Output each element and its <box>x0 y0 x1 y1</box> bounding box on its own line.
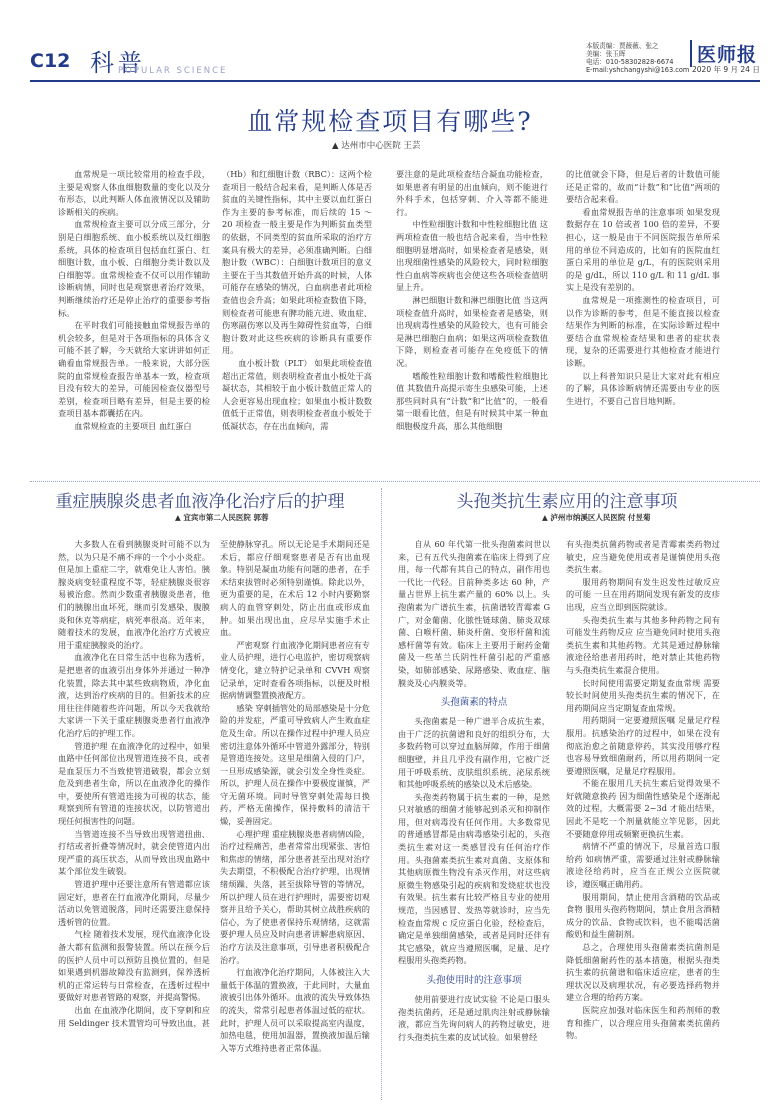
paragraph: 心理护理 重症胰腺炎患者病情凶险，治疗过程痛苦，患者常常出现紧张、害怕和焦虑的情绪，部分患者甚至出现对治疗失去期望，不积极配合治疗护理，出现情绪烦躁、失落，甚至拔除导管的等情况，所以护理人员在进行护理时，需要密切观察并且给予关心，帮助其树立战胜疾病的信心，为了使患者保持乐观情绪，这就需要护理人员应及时向患者讲解患病原因、治疗方法及注意事项，引导患者积极配合治疗。 <box>220 828 370 965</box>
left-article-column-1 <box>58 538 210 1108</box>
editor-line: 电话：010-58302828-6674 <box>586 58 674 66</box>
paragraph: 头孢菌素是一种广谱半合成抗生素，由于广泛的抗菌谱和良好的组织分布，大多数药物可以穿过血脑屏障，作用于细菌细胞壁，并且几乎没有副作用，它被广泛用于呼吸系统、皮肤组织系统、泌尿系统和其他呼吸系统的感染以及术后感染。 <box>398 716 550 790</box>
left-article-column-2 <box>220 538 370 1108</box>
paragraph: 不能在服用几天抗生素后觉得效果不好就随意换药 因为细菌性感染是个逐渐起效的过程，大概需要 2~3d 才能出结果，因此不是吃一个剂量就能立竿见影，因此不要随意停用或频繁更换抗生素。 <box>566 778 720 839</box>
paragraph: 服用期间，禁止使用含酒精的饮品或食物 服用头孢药物期间，禁止食用含酒精成分的饮品、食物或饮料，也不能喝活菌酸奶和益生菌制剂。 <box>566 891 720 940</box>
column-divider <box>381 488 382 1100</box>
subheading: 头孢使用时的注意事项 <box>426 975 522 986</box>
editor-info <box>586 42 689 74</box>
masthead <box>30 38 760 78</box>
paragraph: 管道护理 在血液净化的过程中，如果血路中任何部位出现管道连接不良，或者是血泵压力不当致使管道破裂，都会立刻危及到患者生命，所以在血液净化的操作中，要使所有管道连接为可视的状态，能观察到所有管道的连接状况，以防管道出现任何损害性的问题。 <box>58 740 210 827</box>
left-article-author: ▲ 宜宾市第二人民医院 郭蓉 <box>175 513 269 522</box>
paragraph: 的比值就会下降，但是后者的计数值可能还是正常的，故而“计数”和“比值”两项的要结合起来看。 <box>566 169 720 205</box>
paragraph: 血常规检查的主要项目 血红蛋白 <box>74 420 192 431</box>
paragraph: 大多数人在看到胰腺炎时可能不以为然，以为只是不痛不痒的一个小小炎症。但是加上重症二字，就难免让人害怕。胰腺炎病变轻重程度不等，轻症胰腺炎很容易被治愈。然而少数重者胰腺炎患者，他们的胰腺出血坏死，继而引发感染、腹膜炎和休克等病症，病死率很高。近年来，随着技术的发展，血液净化治疗方式被应用于重症胰腺炎的治疗。 <box>58 539 210 650</box>
paragraph: 自从 60 年代第一批头孢菌素问世以来，已有五代头孢菌素在临床上得到了应用，每一代都有其自己的特点，副作用也一代比一代轻。目前种类多达 60 种，产量占世界上抗生素产量的 60% 以上。头孢菌素为广谱抗生素，抗菌谱较青霉素 G 广，对金葡菌、化脓性链球菌、肺炎双球菌、白喉杆菌、肺炎杆菌、变形杆菌和流感杆菌等有效。临床上主要用于耐药金葡菌及一些革兰氏阴性杆菌引起的严重感染，如肺部感染、尿路感染、败血症、脑膜炎及心内膜炎等。 <box>398 539 550 688</box>
newspaper-logo: 医师报 <box>690 40 757 67</box>
paragraph: 当管道连接不当导致出现管道扭曲、打结或者折叠等情况时，就会使管道内出现严重的高压状态，从而导致出现血路中某个部位发生破裂。 <box>58 828 210 877</box>
page-number: C12 <box>30 50 71 72</box>
paragraph: 出血 在血液净化期间，皮下穿刺和应用 Seldinger 技术置管均可导致出血，甚 <box>58 1004 210 1028</box>
paragraph: 血常规检查主要可以分成三部分，分别是白细胞系统、血小板系统以及红细胞系统，具体的检查项目包括血红蛋白、红细胞计数，血小板、白细胞分类计数以及白细胞等。血常规检查不仅可以用作辅助诊断病情，同时也是观察患者治疗效果，判断继续治疗还是停止治疗的重要参考指标。 <box>58 219 210 318</box>
paragraph: 医院应加强对临床医生和药剂师的教育和推广，以合理应用头孢菌素类抗菌药物。 <box>566 1004 720 1041</box>
issue-date: 2020 年 9 月 24 日 <box>692 65 760 74</box>
right-article-column-2 <box>566 538 720 1108</box>
paragraph: 以上科普知识只是让大家对此有相应的了解，具体诊断病情还需要由专业的医生进行，不要自己盲目地判断。 <box>566 370 720 406</box>
paragraph: 服用药物期间有发生迟发性过敏反应的可能 一旦在用药期间发现有新发的皮疹出现，应当立即到医院就诊。 <box>566 576 720 612</box>
paragraph: 血小板计数（PLT） 如果此项检查值超出正常值，则表明检查者血小板处于高凝状态，其相较于血小板计数值正常人的人会更容易出现血栓；如果血小板计数数值低于正常值，则表明检查者血小板处于低凝状态，存在出血倾向，需 <box>222 357 372 431</box>
main-article-title: 血常规检查项目有哪些? <box>247 107 533 136</box>
paragraph: 气栓 随着技术发展，现代血液净化设备大都有监测和报警装置。所以在预今后的医护人员中可以预防且换位置的，但是如果遇到机器故障没有监测到，保养透析机的正常运转与日常检查，在透析过程中要做好对患者管路的观察，并提高警惕。 <box>58 929 210 1003</box>
main-article-column-4 <box>566 168 720 470</box>
paragraph: 看血常规报告单的注意事项 如果发现数据存在 10 倍或者 100 倍的差异，不要担心，这一般是由于不同医院报告单所采用的单位不同造成的，比如有的医院血红蛋白采用的单位是 g/L，有的医院则采用的是 g/dL，所以 110 g/L 和 11 g/dL 事实上是没有差别的。 <box>566 206 720 293</box>
paragraph: 行血液净化治疗期间，人体被注入大量低于体温的置换液，于此同时，大量血液被引出体外循环。血液的流失导致体热的流失，常常引起患者体温过低的症状。此时，护理人员可以采取提高室内温度，加热电毯，使用加温器，置换液加温后输入等方式维持患者正常体温。 <box>220 967 370 1053</box>
paragraph: 感染 穿刺插管处的局部感染是十分危险的并发症，严重可导致病人产生败血症危及生命。所以在操作过程中护理人员应密切注意体外循环中管道外露部分，特别是管道连接处。这里是细菌入侵的门户，一旦形成感染源，就会引发全身性炎症。所以，护理人员在操作中要极度谨慎，严守无菌环境。同时导管穿刺处需每日换药，严格无菌操作，保持敷料的清洁干燥，妥善固定。 <box>220 702 370 827</box>
paragraph: 中性粒细胞计数和中性粒细胞比值 这两项检查值一般也结合起来看，当中性粒细胞明显增高时，如果检查者是感染，则出现细菌性感染的风险较大，同时粒细胞性白血病等疾病也会使这些各项检查值明显上升。 <box>396 219 548 293</box>
paragraph: 血常规是一项比较常用的检查手段，主要是观察人体血细胞数量的变化以及分布形态，以此判断人体血液情况以及辅助诊断相关的疾病。 <box>58 169 210 217</box>
paragraph: 用药期间一定要遵照医嘱 足量足疗程服用。抗感染治疗的过程中，如果在没有彻底治愈之前随意停药，其实没用够疗程也容易导致细菌耐药，所以用药期间一定要遵照医嘱，足量足疗程服用。 <box>566 715 720 776</box>
paragraph: 至使静脉穿孔。所以无论是手术期间还是术后，都应仔细观察患者是否有出血现象。特别是凝血功能有问题的患者，在手术结束拔管时必须特别谨慎。除此以外，更为重要的是，在术后 12 小时内要勤察病人的血管穿刺处，防止出血或形成血肿。如果出现出血，应尽早实施手术止血。 <box>220 539 370 638</box>
editor-line: E-mail:yshchangyshi@163.com <box>586 66 690 74</box>
paragraph: 管道护理中还要注意所有管道都应该固定好，患者在行血液净化期间，尽量少活动以免管道脱落，同时还需要注意保持透析管的位置。 <box>58 879 210 927</box>
header-rule <box>30 80 760 82</box>
paragraph: 血常规是一项推测性的检查项目，可以作为诊断的参考，但是不能直接以检查结果作为判断的标准，在实际诊断过程中要结合血常规检查结果和患者的症状表现，复杂的还需要进行其他检查才能进行诊断。 <box>566 294 720 368</box>
section-title: 科普 <box>90 49 146 77</box>
paragraph: 病情不严重的情况下，尽量首选口服给药 如病情严重，需要通过注射或静脉输液途径给药时，应当在正规公立医院就诊，遵医嘱正确用药。 <box>566 841 720 890</box>
subheading: 头孢菌素的特点 <box>440 697 508 709</box>
editor-line: 本版责编：贾薇薇、张之 <box>586 42 659 50</box>
right-article-author: ▲ 泸州市纳溪区人民医院 付昱菊 <box>542 513 651 522</box>
paragraph: 嗜酸性粒细胞计数和嗜酸性粒细胞比值 其数值升高提示寄生虫感染可能，上述那些同时具有“计数”和“比值”的，一般看第一眼看比值，但是有时候其中某一种血细胞极度升高，那么其他细胞 <box>396 370 548 431</box>
paragraph: 使用前要进行皮试实验 不论是口服头孢类抗菌药，还是通过肌肉注射或静脉输液，都应当先询问病人的药物过敏史，进行头孢类抗生素的皮试试验。如果曾经 <box>398 994 550 1042</box>
right-article-column-1 <box>398 538 550 1108</box>
paragraph: 在平时我们可能接触血常规报告单的机会较多，但是对于各项指标的具体含义可能不甚了解，今天就给大家讲讲如何正确看血常规报告单。一般来说，大部分医院的血常规检查报告单基本一致，检查项目没有较大的差异，可能因检查仪器型号差别，检查项目略有差异，但是主要的检查项目基本都囊括在内。 <box>58 320 210 419</box>
paragraph: 严密观察 行血液净化期间患者应有专业人员护理，进行心电监护，密切观察病情变化，建立特护记录单和 CVVH 观察记录单，定时查看各项指标，以便及时根据病情调整置换液配方。 <box>220 639 370 701</box>
paragraph: 有头孢类抗菌药物或者是青霉素类药物过敏史，应当避免使用或者是谨慎使用头孢类抗生素。 <box>566 539 720 575</box>
section-subtitle: POPULAR SCIENCE <box>118 66 228 76</box>
left-article-title: 重症胰腺炎患者血液净化治疗后的护理 <box>55 492 345 512</box>
paragraph: （Hb）和红细胞计数（RBC）：这两个检查项目一般结合起来看，是判断人体是否贫血的关键性指标，其中主要以血红蛋白作为主要的参考标准，而后续的 15 ～ 20 项检查一般主要是作为判断贫血类型的依据，不同类型的贫血所采取的治疗方案具有极大的差异，必须准确判断。白细胞计数（WBC）：白细胞计数项目的意义主要在于当其数值开始升高的时候，人体可能存在感染的情况，白血病患者此项检查值也会升高；如果此项检查数值下降，则检查者可能患有脾功能亢进、败血症、伤寒副伤寒以及再生障碍性贫血等，白细胞计数对此这些疾病的诊断具有重要作用。 <box>222 169 372 356</box>
paragraph: 淋巴细胞计数和淋巴细胞比值 当这两项检查值升高时，如果检查者是感染，则出现病毒性感染的风险较大，也有可能会是淋巴细胞白血病；如果这两项检查数值下降，则检查者可能存在免疫低下的情况。 <box>396 294 548 368</box>
section-divider <box>30 481 760 482</box>
right-article-title: 头孢类抗生素应用的注意事项 <box>456 492 678 512</box>
paragraph: 总之，合理使用头孢菌素类抗菌剂是降低细菌耐药性的基本措施，根据头孢类抗生素的抗菌谱和临床适应症，患者的生理状况以及病理状况，有必要选择药物并建立合理的给药方案。 <box>566 942 720 1003</box>
paragraph: 长时间使用需要定期复查血常规 需要较长时间使用头孢类抗生素的情况下，在用药期间应当定期复查血常规。 <box>566 677 720 713</box>
paragraph: 血液净化在日常生活中也称为透析，是把患者的血液引出身体外并通过一种净化装置，除去其中某些致病物质，净化血液，达到治疗疾病的目的。但新技术的应用往往伴随着些许问题，所以今天我就给大家讲一下关于重症胰腺炎患者行血液净化治疗后的护理工作。 <box>58 652 210 738</box>
editor-line: 美编：张玉晖 <box>586 50 626 58</box>
paragraph: 要注意的是此项检查结合凝血功能检查，如果患者有明显的出血倾向，则不能进行外科手术，包括穿刺、介入等都不能进行。 <box>396 169 548 217</box>
paragraph: 头孢类抗生素与其他多种药物之间有可能发生药物反应 应当避免同时使用头孢类抗生素和其他药物。尤其是通过静脉输液途径给患者用药时，绝对禁止其他药物与头孢类抗生素混合使用。 <box>566 614 720 675</box>
paragraph: 头孢类药物属于抗生素的一种，是然只对敏感的细菌才能够起到杀灭和抑制作用，但对病毒没有任何作用。大多数常见的普通感冒都是由病毒感染引起的，头孢类抗生素对这一类感冒没有任何治疗作用。头孢菌素类抗生素对真菌、支原体和其他病原微生物没有杀灭作用，对这些病原微生物感染引起的疾病和发烧症状也没有效果。抗生素有比较严格且专业的使用规范，当因感冒、发热等就诊时，应当先检查血常规 c 反应蛋白化验，经检查后，确定是单独细菌感染，或者是同时还伴有其它感染，就应当遵照医嘱，足量、足疗程服用头孢类药物。 <box>398 791 550 966</box>
main-article-column-1 <box>58 168 210 470</box>
main-article-column-3 <box>396 168 548 470</box>
main-article-column-2 <box>222 168 372 470</box>
main-article-author: ▲ 达州市中心医院 王芸 <box>332 141 421 151</box>
